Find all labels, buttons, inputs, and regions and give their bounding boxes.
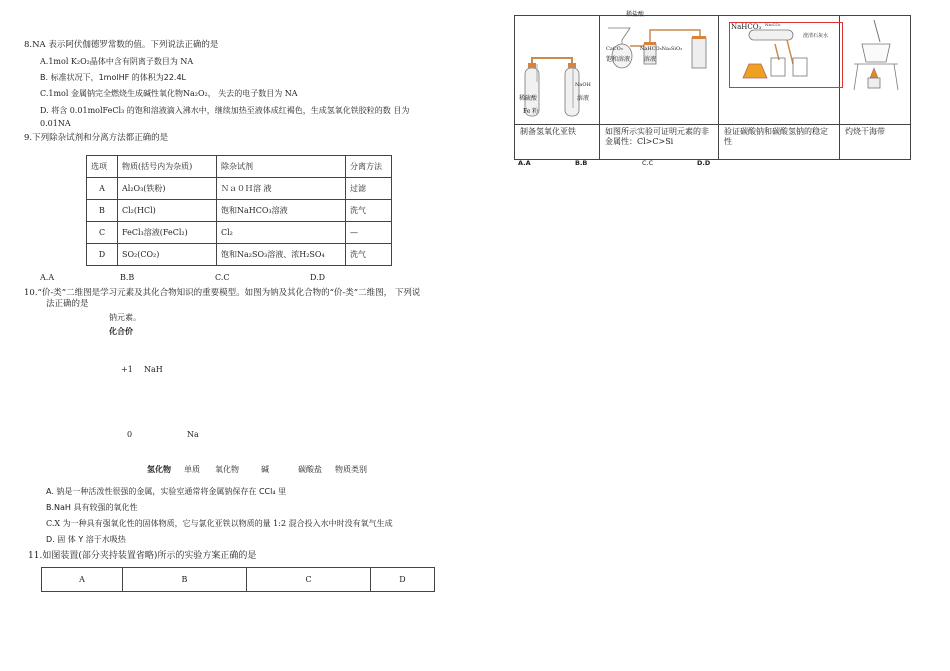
table-cell: 饱和NaHCO₃溶液 [217,200,346,222]
figure-a-naoh-label: NaOH [575,82,591,88]
figure-a-cell [515,16,600,125]
figure-b-na2sio3-label: NaHCO₃Na₂SiO₃ [640,46,683,52]
q11-header-table [41,567,435,592]
table-cell: Ｎａ０Ｈ溶 液 [217,178,346,200]
q10-option-a: A. 钠是一种活泼性很强的金属，实验室通常将金属钠保存在 CCl₄ 里 [46,487,287,496]
table-header: 物质(括号内为杂质) [118,156,217,178]
x-label-category: 物质类别 [335,465,367,474]
q8-option-c: C.1mol 金属钠完全燃烧生成碱性氧化物Na₂O₂， 失去的电子数目为 NA [40,89,298,98]
table-cell: 洗气 [346,200,392,222]
figure-row [515,16,911,125]
q8-option-a: A.1mol K₂O₂晶体中含有阴离子数目为 NA [40,57,194,66]
table-cell: A [87,178,118,200]
q9-answer-a: A.A [40,273,55,282]
caption-a: 制备氢氧化亚铁 [515,125,600,160]
point-na: Na [187,430,199,439]
figure-b-sol-label: 溶液 [644,56,657,63]
q10-stem-cont: 法正确的是 [46,299,89,309]
figure-d-apparatus [840,16,910,124]
figure-a-sol-label: 溶液 [577,95,590,102]
q8-option-b: B. 标准状况下，1molHF 的体积为22.4L [40,73,187,82]
caption-b: 如图所示实验可证明元素的非金属性：Cl>C>Si [600,125,719,160]
figure-c-lime-label: 澄清石灰水 [803,33,829,39]
table-row [42,568,435,592]
caption-d: 灼烧干海带 [840,125,911,160]
q11-answer-c: C.C [642,159,654,167]
figure-b-apparatus [600,16,718,124]
q10-stem: 10.“价-类”二维图是学习元素及其化合物知识的重要模型。如图为钠及其化合物的“价-类”二维图， 下列说 [24,288,421,298]
table-cell: 洗气 [346,244,392,266]
x-label-oxide: 氧化物 [215,465,239,474]
q11-answer-d: D.D [697,159,711,167]
table-header: 除杂试剂 [217,156,346,178]
figure-a-acid-label: 稀硫酸 [519,95,538,102]
table-header: 选项 [87,156,118,178]
figure-b-sat-label: 饱和溶液 [606,56,631,63]
point-nah: NaH [144,365,163,374]
table-cell: FeCl₃溶液(FeCl₂) [118,222,217,244]
table-header: D [371,568,435,592]
q10-option-d: D. 固 体 Y 溶于水吸热 [46,535,126,544]
figure-c-nahco3-label: NaHCO₃ [731,23,762,31]
y-tick-zero: 0 [127,430,133,439]
table-row [87,244,392,266]
table-row [87,178,392,200]
q10-option-c: C.X 为一种具有强氧化性的固体物质，它与氯化亚铁以物质的量 1:2 混合投入水中时没有氧气生成 [46,519,393,528]
y-tick-plus1: +1 [121,365,133,374]
x-label-base: 碱 [261,465,269,474]
chart-title: 钠元素。 [109,313,141,322]
q10-option-b: B.NaH 具有较强的氧化性 [46,503,138,512]
q9-answer-b: B.B [120,273,135,282]
table-cell: C [87,222,118,244]
q11-answer-b: B.B [575,159,588,167]
q8-option-d: D. 将含 0.01molFeCl₃ 的饱和溶液滴入沸水中，继续加热至液体成红褐色，生成氢氧化铁胶粒的数 目为 [40,106,410,115]
caption-row [515,125,911,160]
q9-table [86,155,392,266]
table-header: C [247,568,371,592]
q9-answer-d: D.D [310,273,326,282]
figure-c-highlight-box [729,22,843,88]
table-cell: SO₂(CO₂) [118,244,217,266]
table-cell: — [346,222,392,244]
figure-c-na2co3-label: Na₂CO₃ [765,22,781,27]
table-row [87,200,392,222]
table-cell: D [87,244,118,266]
x-label-hydride: 氢化物 [147,464,171,474]
figure-b-acid-label: 稀盐酸 [626,11,645,18]
q11-stem: 11.如图装置(部分夹持装置省略)所示的实验方案正确的是 [28,551,257,561]
q11-apparatus-table [514,11,911,160]
q9-answer-c: C.C [215,273,230,282]
table-row [87,222,392,244]
q8-option-d-cont: 0.01NA [40,119,71,128]
figure-b-cell [600,11,719,125]
figure-b-caco3-label: CaCO₃ [606,46,623,52]
q11-answer-a: A.A [518,159,531,167]
x-label-carbonate: 碳酸盐 [298,465,322,474]
table-cell: Cl₂(HCl) [118,200,217,222]
table-cell: B [87,200,118,222]
table-header: 分离方法 [346,156,392,178]
figure-d-cell [840,16,911,125]
q9-stem: 9.下列除杂试剂和分离方法都正确的是 [24,133,169,143]
y-axis-label: 化合价 [109,326,133,336]
table-cell: Cl₂ [217,222,346,244]
table-cell: 过滤 [346,178,392,200]
table-header-row [87,156,392,178]
table-header: A [42,568,123,592]
figure-c-cell [719,16,840,125]
figure-a-fe-label: Fe 粉 [523,108,539,115]
x-label-element: 单质 [184,465,200,474]
table-cell: 饱和Na₂SO₃溶液、浓H₂SO₄ [217,244,346,266]
caption-c: 验证碳酸钠和碳酸氢钠的稳定性 [719,125,840,160]
table-cell: Al₂O₃(铁粉) [118,178,217,200]
q8-stem: 8.NA 表示阿伏伽德罗常数的值。下列说法正确的是 [24,40,219,50]
table-header: B [123,568,247,592]
